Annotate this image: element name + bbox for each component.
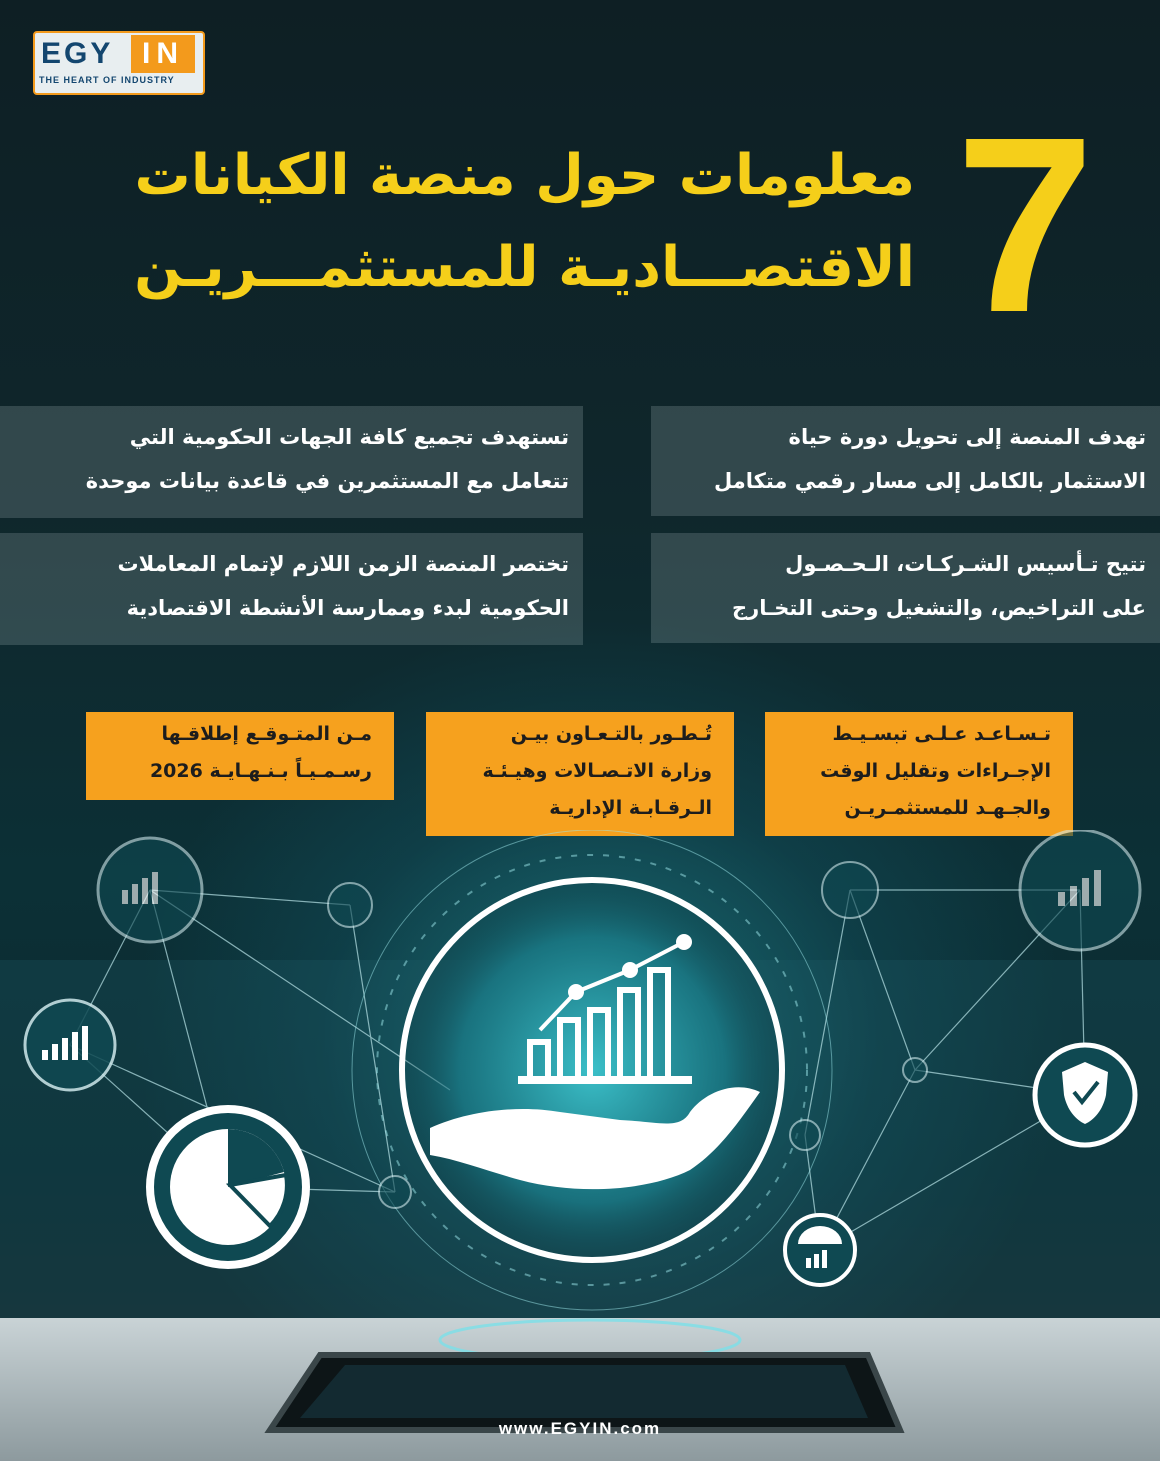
fact-card — [0, 533, 583, 645]
bar-chart-icon — [1020, 830, 1140, 950]
headline-number: 7 — [955, 85, 1095, 364]
highlight-line: والجـهـد للمستثمـريـن — [844, 797, 1051, 819]
bar-chart-icon — [25, 1000, 115, 1090]
logo-accent-text: IN — [131, 35, 195, 73]
fact-card — [0, 406, 583, 518]
fact-line: على التراخيص، والتشغيل وحتى التخـارج — [732, 596, 1146, 620]
highlight-line: رسـمـيـاً بـنـهـايـة 2026 — [149, 760, 372, 782]
pie-chart-icon — [150, 1109, 306, 1265]
highlight-box — [86, 712, 394, 800]
title-line-2: الاقتصـــاديـة للمستثمـــريـن — [134, 235, 915, 300]
fact-line: الاستثمار بالكامل إلى مسار رقمي متكامل — [714, 469, 1146, 493]
page-title — [95, 130, 915, 314]
highlight-line: تـسـاعـد عـلـى تبسـيـط — [832, 723, 1051, 745]
logo-tagline: THE HEART OF INDUSTRY — [39, 75, 175, 85]
fact-line: الحكومية لبدء وممارسة الأنشطة الاقتصادية — [126, 596, 569, 620]
highlight-box — [426, 712, 734, 836]
website-url[interactable]: www.EGYIN.com — [498, 1419, 662, 1438]
fact-card — [651, 533, 1160, 643]
brand-logo — [33, 31, 203, 93]
bar-chart-icon — [98, 838, 202, 942]
fact-line: تهدف المنصة إلى تحويل دورة حياة — [788, 425, 1146, 449]
fact-line: تختصر المنصة الزمن اللازم لإتمام المعاملات — [117, 552, 569, 576]
highlight-line: وزارة الاتـصـالات وهيـئـة — [482, 760, 712, 782]
fact-line: تتعامل مع المستثمرين في قاعدة بيانات موحدة — [85, 469, 569, 493]
highlight-line: تُـطـور بالتـعـاون بيـن — [510, 723, 712, 745]
logo-main-text: EGY — [41, 37, 114, 70]
highlight-line: مـن المتـوقـع إطلاقـها — [161, 723, 372, 745]
highlight-line: الإجـراءات وتقليل الوقت — [820, 760, 1051, 782]
fact-line: تتيح تـأسيس الشـركـات، الـحـصـول — [785, 552, 1146, 576]
tablet-screen — [300, 1365, 868, 1418]
umbrella-chart-icon — [785, 1215, 855, 1285]
fact-line: تستهدف تجميع كافة الجهات الحكومية التي — [129, 425, 569, 449]
highlight-box — [765, 712, 1073, 836]
fact-card — [651, 406, 1160, 516]
title-line-1: معلومات حول منصة الكيانات — [134, 143, 915, 208]
shield-handshake-icon — [1035, 1045, 1135, 1145]
network-illustration — [0, 830, 1160, 1461]
highlight-line: الـرقـابـة الإداريـة — [549, 797, 712, 819]
